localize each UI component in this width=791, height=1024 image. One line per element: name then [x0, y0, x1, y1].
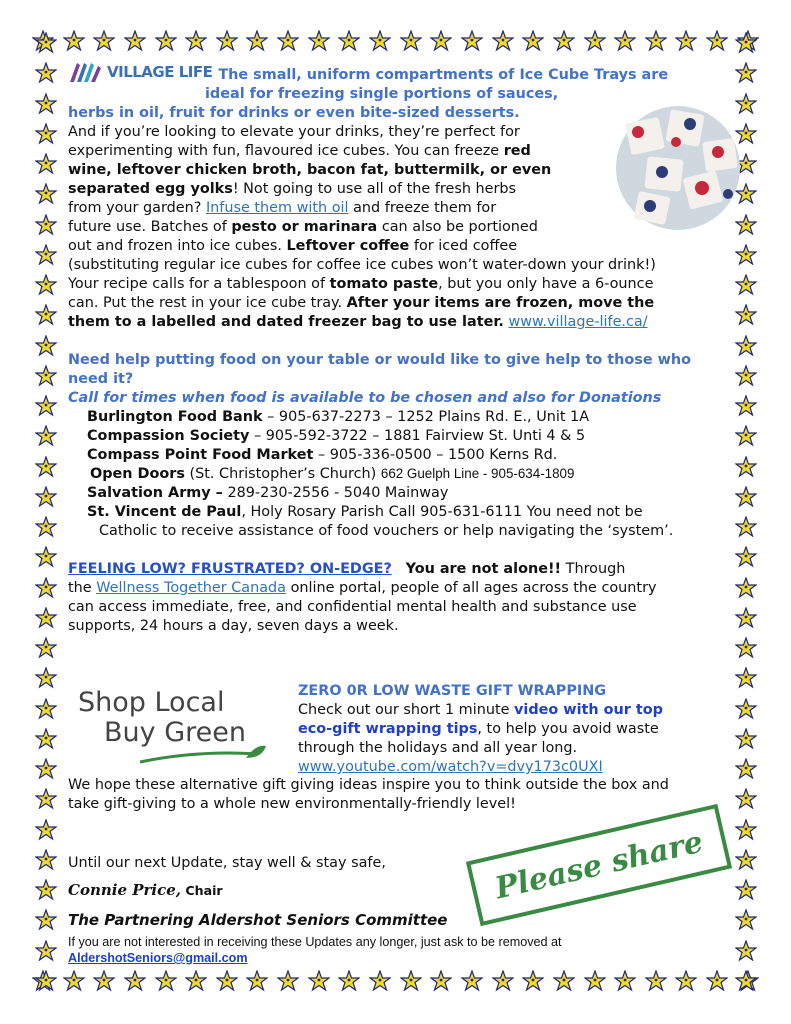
star-figure-icon	[35, 93, 57, 115]
star-figure-icon	[735, 577, 757, 599]
star-figure-icon	[35, 123, 57, 145]
shop-local-text: Shop Local	[78, 687, 225, 718]
star-figure-icon	[735, 425, 757, 447]
ice-cube-photo	[606, 102, 748, 230]
star-figure-icon	[735, 909, 757, 931]
star-figure-icon	[216, 30, 238, 52]
star-figure-icon	[35, 819, 57, 841]
star-border-top	[32, 30, 759, 54]
star-figure-icon	[35, 940, 57, 962]
wellness-together-link[interactable]: Wellness Together Canada	[96, 580, 286, 596]
please-share-stamp: Please share	[466, 804, 732, 926]
star-figure-icon	[492, 30, 514, 52]
star-figure-icon	[124, 970, 146, 992]
infuse-oil-link[interactable]: Infuse them with oil	[205, 200, 349, 216]
star-figure-icon	[35, 425, 57, 447]
star-figure-icon	[35, 758, 57, 780]
village-life-logo	[68, 60, 212, 84]
star-figure-icon	[735, 940, 757, 962]
star-figure-icon	[735, 395, 757, 417]
star-figure-icon	[735, 758, 757, 780]
star-figure-icon	[735, 365, 757, 387]
star-figure-icon	[735, 667, 757, 689]
star-figure-icon	[522, 30, 544, 52]
star-figure-icon	[246, 970, 268, 992]
star-figure-icon	[35, 32, 57, 54]
star-figure-icon	[735, 849, 757, 871]
sign-off: Until our next Update, stay well & stay safe,	[68, 855, 386, 871]
star-figure-icon	[35, 62, 57, 84]
star-figure-icon	[277, 30, 299, 52]
star-figure-icon	[35, 970, 57, 992]
star-figure-icon	[430, 970, 452, 992]
star-figure-icon	[35, 607, 57, 629]
star-figure-icon	[35, 274, 57, 296]
star-figure-icon	[35, 909, 57, 931]
list-item: Open Doors (St. Christopher’s Church) 662 Guelph Line - 905-634-1809	[90, 466, 575, 482]
wellness-line-1: FEELING LOW? FRUSTRATED? ON-EDGE? You are not alone!! Through	[68, 561, 626, 577]
list-item: St. Vincent de Paul, Holy Rosary Parish Call 905-631-6111 You need not be	[87, 504, 643, 520]
ice-text-1: And if you’re looking to elevate your drinks, they’re perfect for	[68, 124, 520, 140]
gift-line-1: Check out our short 1 minute video with our top	[298, 702, 663, 718]
star-figure-icon	[35, 698, 57, 720]
star-figure-icon	[35, 153, 57, 175]
star-figure-icon	[35, 577, 57, 599]
star-figure-icon	[461, 970, 483, 992]
star-figure-icon	[706, 970, 728, 992]
newsletter-body	[68, 60, 728, 965]
signature: Connie Price,	[68, 881, 181, 899]
star-figure-icon	[614, 30, 636, 52]
buy-green-text: Buy Green	[104, 717, 246, 748]
ice-text-9: Your recipe calls for a tablespoon of tomato paste, but you only have a 6-ounce	[68, 276, 654, 292]
star-figure-icon	[400, 970, 422, 992]
ice-text-11: them to a labelled and dated freezer bag to use later. www.village-life.ca/	[68, 314, 648, 330]
star-figure-icon	[35, 879, 57, 901]
list-item: Salvation Army – 289-230-2556 - 5040 Mainway	[87, 485, 449, 501]
star-figure-icon	[155, 30, 177, 52]
star-figure-icon	[675, 970, 697, 992]
village-life-logo-mark	[68, 60, 102, 84]
shop-local-buy-green-logo	[78, 688, 273, 768]
star-figure-icon	[35, 244, 57, 266]
star-figure-icon	[645, 30, 667, 52]
star-figure-icon	[735, 728, 757, 750]
star-figure-icon	[35, 486, 57, 508]
email-link[interactable]: AldershotSeniors@gmail.com	[68, 951, 248, 965]
star-border-bottom	[32, 970, 759, 994]
star-figure-icon	[400, 30, 422, 52]
star-figure-icon	[338, 970, 360, 992]
gift-heading: ZERO 0R LOW WASTE GIFT WRAPPING	[298, 683, 607, 699]
star-figure-icon	[706, 30, 728, 52]
unsubscribe-note: If you are not interested in receiving these Updates any longer, just ask to be removed at	[68, 935, 562, 949]
wellness-line-4: supports, 24 hours a day, seven days a week.	[68, 618, 399, 634]
list-item: Compass Point Food Market – 905-336-0500 – 1500 Kerns Rd.	[87, 447, 558, 463]
star-figure-icon	[35, 304, 57, 326]
gift-line-4: We hope these alternative gift giving ideas inspire you to think outside the box and	[68, 777, 669, 793]
ice-text-10: can. Put the rest in your ice cube tray. After your items are frozen, move the	[68, 295, 655, 311]
ice-text-8: (substituting regular ice cubes for coffee ice cubes won’t water-down your drink!)	[68, 257, 656, 273]
ice-text-2: experimenting with fun, flavoured ice cubes. You can freeze red	[68, 143, 531, 159]
star-figure-icon	[735, 456, 757, 478]
food-subheading: Call for times when food is available to be chosen and also for Donations	[68, 390, 662, 406]
star-figure-icon	[735, 335, 757, 357]
star-figure-icon	[63, 30, 85, 52]
star-figure-icon	[735, 486, 757, 508]
star-figure-icon	[35, 849, 57, 871]
star-figure-icon	[338, 30, 360, 52]
leaf-swoosh-icon	[138, 744, 268, 766]
feeling-low-link[interactable]: FEELING LOW? FRUSTRATED? ON-EDGE?	[68, 561, 392, 577]
star-figure-icon	[735, 244, 757, 266]
star-figure-icon	[124, 30, 146, 52]
star-figure-icon	[553, 970, 575, 992]
star-figure-icon	[216, 970, 238, 992]
gift-wrapping-block	[298, 682, 728, 777]
star-figure-icon	[35, 183, 57, 205]
star-figure-icon	[735, 607, 757, 629]
list-item: Catholic to receive assistance of food vouchers or help navigating the ‘system’.	[99, 523, 674, 539]
ice-text-7: out and frozen into ice cubes. Leftover coffee for iced coffee	[68, 238, 518, 254]
food-heading: Need help putting food on your table or would like to give help to those who need it?	[68, 352, 692, 387]
ice-cube-heading-3: herbs in oil, fruit for drinks or even bite-sized desserts.	[68, 105, 520, 121]
ice-text-6: future use. Batches of pesto or marinara can also be portioned	[68, 219, 538, 235]
gift-line-3: through the holidays and all year long.	[298, 740, 578, 756]
star-figure-icon	[735, 637, 757, 659]
star-figure-icon	[584, 970, 606, 992]
star-figure-icon	[675, 30, 697, 52]
star-figure-icon	[35, 335, 57, 357]
star-figure-icon	[735, 32, 757, 54]
star-figure-icon	[614, 970, 636, 992]
star-figure-icon	[35, 516, 57, 538]
star-border-left	[34, 32, 58, 992]
star-figure-icon	[35, 728, 57, 750]
list-item: Compassion Society – 905-592-3722 – 1881 Fairview St. Unti 4 & 5	[87, 428, 586, 444]
star-figure-icon	[35, 546, 57, 568]
star-figure-icon	[35, 395, 57, 417]
chair-role: Chair	[181, 883, 223, 898]
ice-text-5: from your garden? Infuse them with oil and freeze them for	[68, 200, 497, 216]
star-figure-icon	[35, 456, 57, 478]
star-figure-icon	[735, 970, 757, 992]
star-figure-icon	[35, 214, 57, 236]
village-life-link[interactable]: www.village-life.ca/	[508, 314, 648, 330]
star-figure-icon	[369, 30, 391, 52]
committee-name: The Partnering Aldershot Seniors Committee	[68, 911, 448, 929]
star-figure-icon	[553, 30, 575, 52]
star-figure-icon	[735, 516, 757, 538]
star-figure-icon	[645, 970, 667, 992]
list-item: Burlington Food Bank – 905-637-2273 – 1252 Plains Rd. E., Unit 1A	[87, 409, 590, 425]
star-figure-icon	[277, 970, 299, 992]
star-figure-icon	[735, 879, 757, 901]
ice-cube-heading: The small, uniform compartments of Ice Cube Trays are	[218, 67, 669, 83]
star-figure-icon	[63, 970, 85, 992]
village-life-logo-text: VILLAGE LIFE	[107, 62, 213, 81]
star-figure-icon	[492, 970, 514, 992]
star-figure-icon	[155, 970, 177, 992]
youtube-link[interactable]: www.youtube.com/watch?v=dvy173c0UXI	[298, 759, 603, 775]
ice-cube-heading-2: ideal for freezing single portions of sauces,	[205, 86, 559, 102]
star-figure-icon	[735, 274, 757, 296]
star-figure-icon	[35, 637, 57, 659]
star-figure-icon	[35, 667, 57, 689]
star-figure-icon	[735, 546, 757, 568]
star-figure-icon	[584, 30, 606, 52]
star-figure-icon	[185, 970, 207, 992]
star-figure-icon	[93, 30, 115, 52]
star-figure-icon	[735, 698, 757, 720]
star-figure-icon	[308, 30, 330, 52]
star-figure-icon	[369, 970, 391, 992]
food-list	[87, 408, 728, 541]
star-figure-icon	[735, 819, 757, 841]
star-figure-icon	[522, 970, 544, 992]
star-figure-icon	[735, 788, 757, 810]
star-figure-icon	[246, 30, 268, 52]
wellness-line-2: the Wellness Together Canada online portal, people of all ages across the country	[68, 580, 657, 596]
ice-text-3: wine, leftover chicken broth, bacon fat, buttermilk, or even	[68, 162, 552, 178]
star-figure-icon	[93, 970, 115, 992]
ice-text-4: separated egg yolks! Not going to use all of the fresh herbs	[68, 181, 517, 197]
star-figure-icon	[35, 365, 57, 387]
star-figure-icon	[735, 304, 757, 326]
star-figure-icon	[185, 30, 207, 52]
gift-line-2: eco-gift wrapping tips, to help you avoid waste	[298, 721, 659, 737]
star-figure-icon	[35, 788, 57, 810]
star-figure-icon	[308, 970, 330, 992]
star-figure-icon	[461, 30, 483, 52]
gift-line-5: take gift-giving to a whole new environmentally-friendly level!	[68, 796, 516, 812]
star-figure-icon	[735, 62, 757, 84]
wellness-line-3: can access immediate, free, and confidential mental health and substance use	[68, 599, 637, 615]
star-figure-icon	[430, 30, 452, 52]
